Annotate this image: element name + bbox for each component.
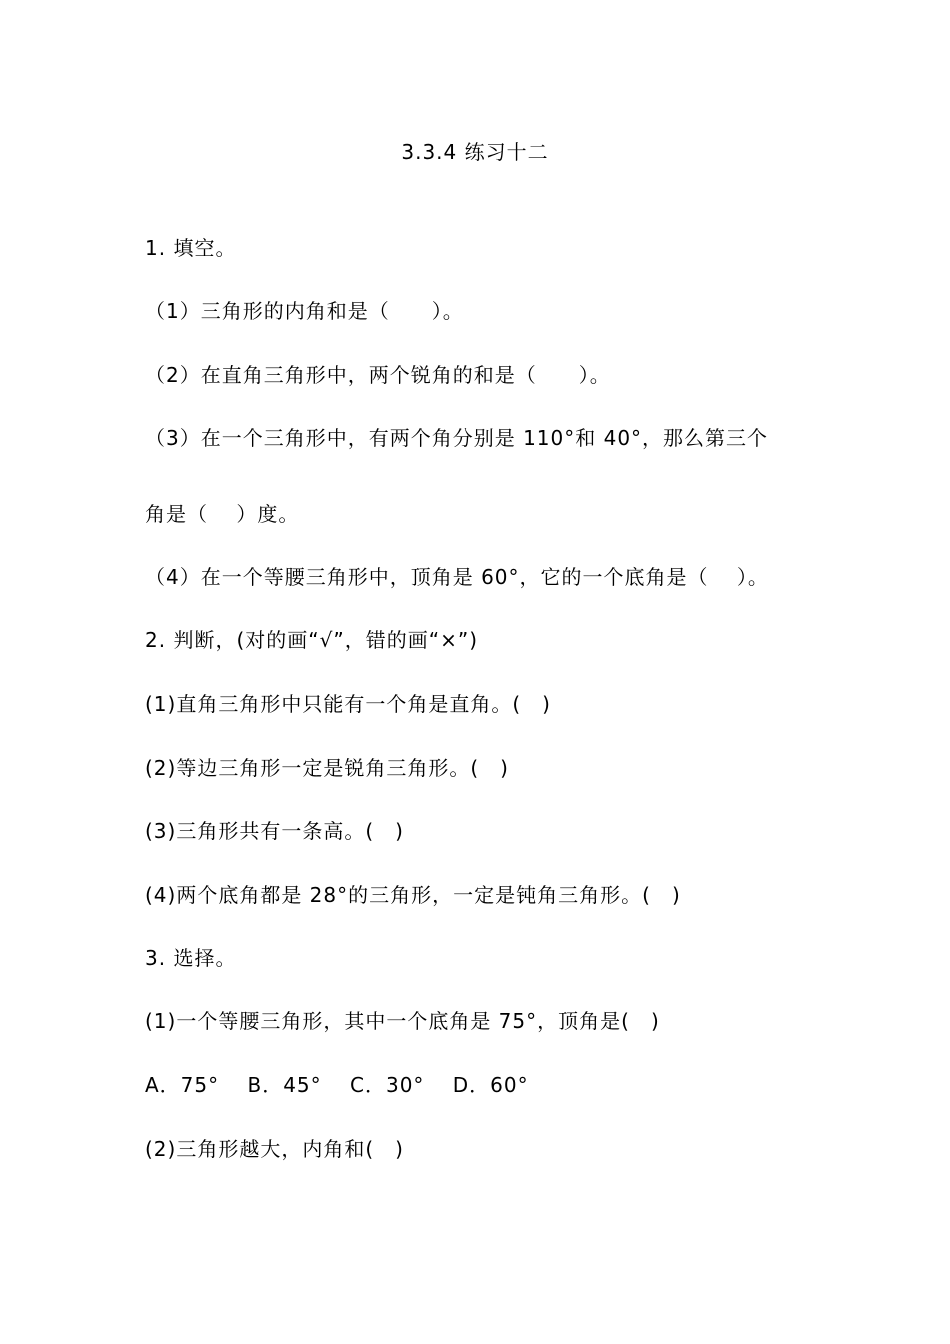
fill-blank-question-4: （4）在一个等腰三角形中，顶角是 60°，它的一个底角是（ ）。 [145,565,769,589]
fill-blank-question-3-line-2: 角是（ ）度。 [145,502,300,526]
true-false-question-1: (1)直角三角形中只能有一个角是直角。( ) [145,692,551,716]
page-title: 3.3.4 练习十二 [401,140,549,164]
fill-blank-question-3-line-1: （3）在一个三角形中，有两个角分别是 110°和 40°，那么第三个 [145,426,769,450]
true-false-question-3: (3)三角形共有一条高。( ) [145,819,404,843]
section-3-heading: 3. 选择。 [145,946,237,970]
section-2-heading: 2. 判断，(对的画“√”，错的画“×”) [145,628,478,652]
true-false-question-2: (2)等边三角形一定是锐角三角形。( ) [145,756,509,780]
choice-question-2: (2)三角形越大，内角和( ) [145,1137,404,1161]
section-1-heading: 1. 填空。 [145,236,237,260]
fill-blank-question-2: （2）在直角三角形中，两个锐角的和是（ ）。 [145,363,611,387]
fill-blank-question-1: （1）三角形的内角和是（ ）。 [145,299,464,323]
choice-question-1-options: A．75° B．45° C．30° D．60° [145,1073,529,1097]
true-false-question-4: (4)两个底角都是 28°的三角形，一定是钝角三角形。( ) [145,883,681,907]
choice-question-1: (1)一个等腰三角形，其中一个底角是 75°，顶角是( ) [145,1009,660,1033]
